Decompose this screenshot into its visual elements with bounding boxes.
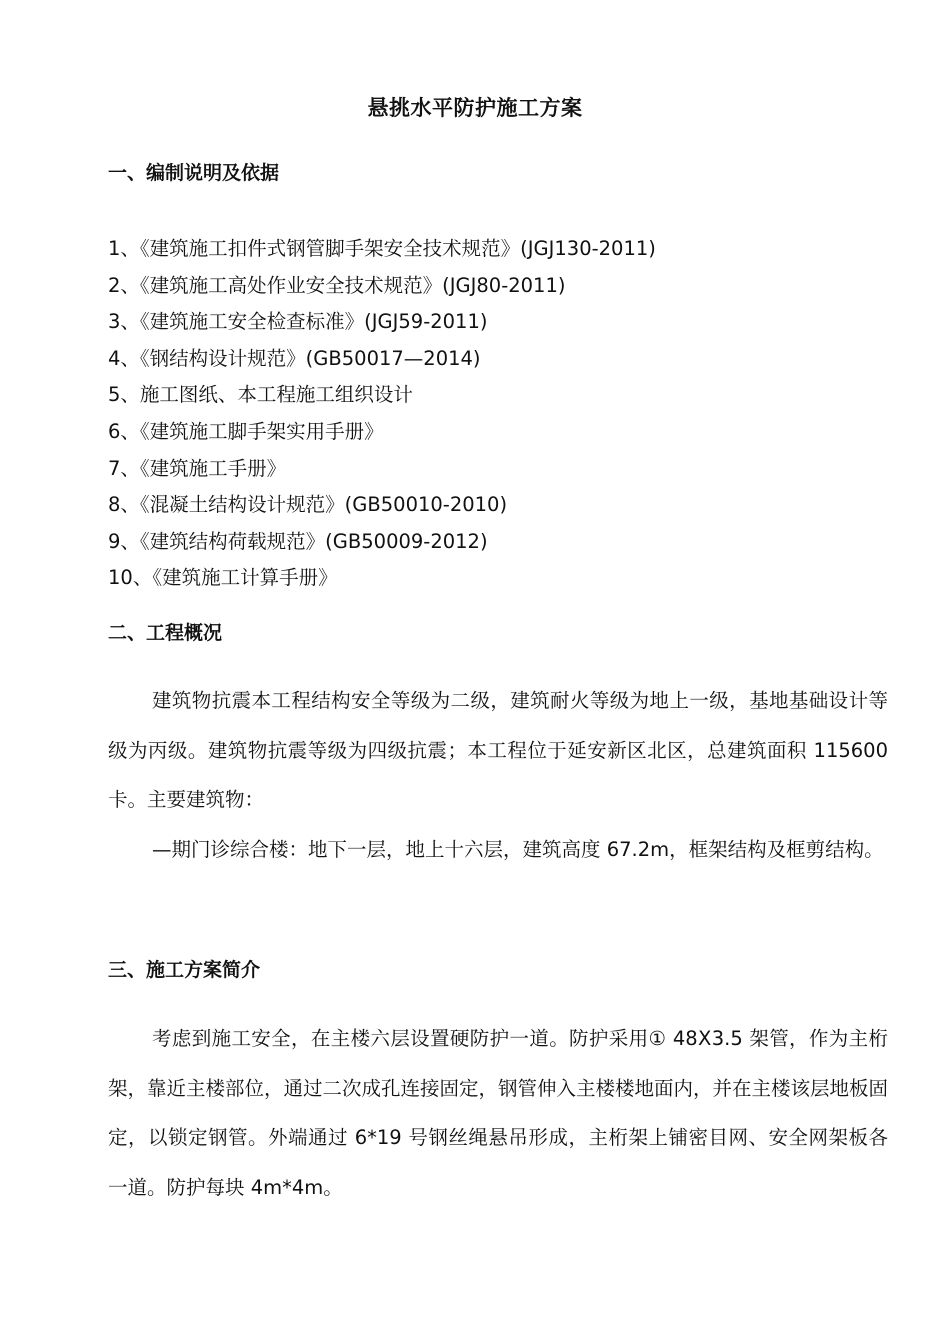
plan-paragraph: 考虑到施工安全，在主楼六层设置硬防护一道。防护采用① 48Ⅹ3.5 架管，作为主桁架，靠近主楼部位，通过二次成孔连接固定，钢管伸入主楼楼地面内，并在主楼该层地板固定，以锁定钢管。外端通过 6*19 号钢丝绳悬吊形成，主桁架上铺密目网、安全网架板各一道。防护每块 4m*4m。 [108,1027,889,1199]
list-item: 4、《钢结构设计规范》(GB50017—2014) [108,346,481,370]
section-heading-plan: 三、施工方案简介 [108,959,261,981]
list-item: 5、施工图纸、本工程施工组织设计 [108,383,413,407]
list-item: 3、《建筑施工安全检查标准》(JGJ59-2011) [108,310,488,334]
list-item: 1、《建筑施工扣件式钢管脚手架安全技术规范》(JGJ130-2011) [108,237,656,260]
list-item: 8、《混凝土结构设计规范》(GB50010-2010) [108,493,508,517]
overview-paragraph: 建筑物抗震本工程结构安全等级为二级，建筑耐火等级为地上一级，基地基础设计等级为丙级。建筑物抗震等级为四级抗震；本工程位于延安新区北区，总建筑面积 115600 卡。主要建筑物： [108,689,888,811]
list-item: 2、《建筑施工高处作业安全技术规范》(JGJ80-2011) [108,273,566,297]
section-heading-overview: 二、工程概况 [108,622,223,644]
list-item: 9、《建筑结构荷载规范》(GB50009-2012) [108,529,488,553]
list-item: 10、《建筑施工计算手册》 [108,566,338,590]
list-item: 6、《建筑施工脚手架实用手册》 [108,419,384,443]
page-title: 悬挑水平防护施工方案 [367,96,583,120]
overview-building-paragraph: —期门诊综合楼：地下一层，地上十六层，建筑高度 67.2m，框架结构及框剪结构。 [152,838,884,861]
list-item: 7、《建筑施工手册》 [108,456,287,480]
reference-list [108,231,656,597]
section-heading-basis: 一、编制说明及依据 [108,162,280,184]
